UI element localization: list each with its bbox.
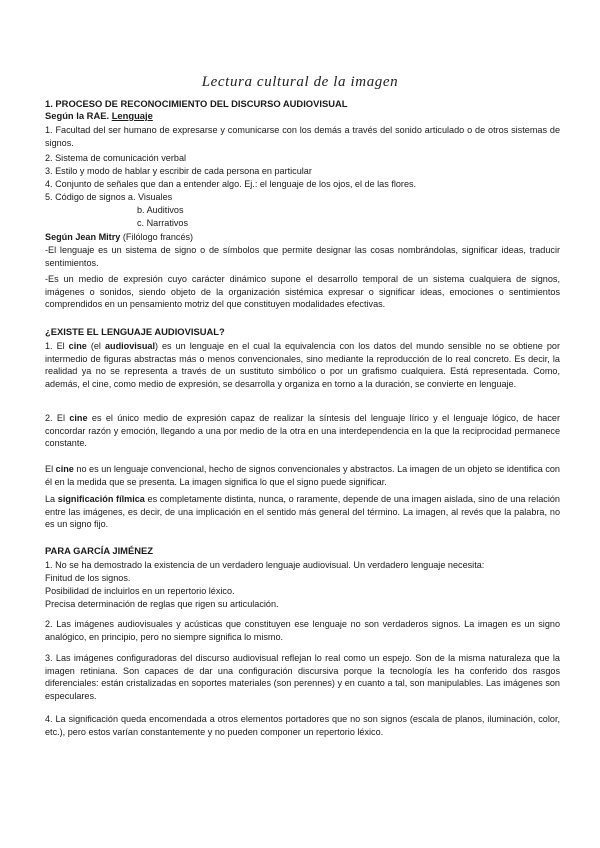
garcia-line-4: Precisa determinación de reglas que rigen su articulación. [45,599,279,609]
p4-text-a: La [45,494,58,504]
section-heading-garcia: PARA GARCÍA JIMÉNEZ [45,545,153,556]
mitry-note: (Filólogo francés) [122,232,194,242]
p1-text-c: ) es un lenguaje en el cual la equivalencia con los datos del mundo sensible no se obtiene por intermedio de figuras abstractas más o menos convencionales, sino mediante la reproducción de lo real concreto. Es decir, la realidad ya no se representa a través de un sustituto simbólico o por un grafismo cualquiera. Está representada. Como, además, el cine, como medio de expresión, se desarrolla y organiza en torno a la duración, se convierte en lenguaje. [45,341,560,389]
garcia-paragraph-3: 3. Las imágenes configuradoras del discurso audiovisual reflejan lo real como un espejo. Son de la misma naturaleza que la imagen retiniana. Son capaces de dar una configuración discursiva porque la tecnología les ha conferido dos rasgos diferenciales: están cristalizadas en soportes materiales (son perennes) y en cuanto a tal, son manipulables. Las imágenes son especulares. [45,653,560,701]
p1-term-cine: cine [68,341,87,351]
garcia-paragraph-2: 2. Las imágenes audiovisuales y acústicas que constituyen ese lenguaje no son verdaderos signos. La imagen es un signo analógico, en principio, pero no siempre significa lo mismo. [45,619,560,642]
p2-text-a: 2. El [45,413,70,423]
mitry-paragraph-2: -Es un medio de expresión cuyo carácter dinámico supone el desarrollo temporal de un sistema cualquiera de signos, imágenes o sonidos, siendo objeto de la organización sistémica expresar o significar ideas, emociones o sentimientos comprendidos en un pensamiento motriz del que constituyen modalidades efectivas. [45,274,560,310]
rae-item-5: 5. Código de signos a. Visuales [45,192,173,202]
existe-paragraph-3 [45,463,560,488]
rae-term: Lenguaje [111,110,153,121]
p1-term-audiovisual: audiovisual [104,341,155,351]
p3-term-cine: cine [55,464,74,474]
p2-term-cine: cine [69,413,88,423]
rae-item-4: 4. Conjunto de señales que dan a entender algo. Ej.: el lenguaje de los ojos, el de las flores. [45,179,417,189]
p2-text-b: es el único medio de expresión capaz de realizar la síntesis del lenguaje lírico y el lenguaje lógico, de hacer concordar razón y emoción, llegando a una por medio de la otra en una interdependencia en la que la reciprocidad permanece constante. [45,413,560,449]
rae-item-2: 2. Sistema de comunicación verbal [45,153,187,163]
mitry-heading [45,231,560,244]
section-heading-existe: ¿EXISTE EL LENGUAJE AUDIOVISUAL? [45,326,225,337]
rae-heading [45,110,560,123]
existe-paragraph-4 [45,493,560,531]
rae-label: Según la RAE. [45,110,110,121]
garcia-line-2: Finitud de los signos. [45,573,131,583]
p3-text-b: no es un lenguaje convencional, hecho de signos convencionales y abstractos. La imagen de un objeto se identifica con él en la medida que se presenta. La imagen significa lo que el signo puede significar. [45,464,560,487]
garcia-line-3: Posibilidad de incluirlos en un repertorio léxico. [45,586,235,596]
rae-item-1: 1. Facultad del ser humano de expresarse y comunicarse con los demás a través del sonido articulado o de otros sistemas de signos. [45,125,560,148]
section-heading-proceso: 1. PROCESO DE RECONOCIMIENTO DEL DISCURSO AUDIOVISUAL [45,98,348,109]
p3-text-a: El [45,464,56,474]
rae-subitem-b: b. Auditivos [137,205,184,215]
existe-paragraph-2 [45,412,560,450]
page-title: Lectura cultural de la imagen [201,74,399,90]
p4-text-b: es completamente distinta, nunca, o raramente, depende de una imagen aislada, sino de una relación entre las imágenes, es decir, de una implicación en el sentido más general del término. La imagen, al revés que la palabra, no es un signo fijo. [45,494,560,530]
existe-paragraph-1 [45,340,560,390]
rae-subitem-c: c. Narrativos [137,218,189,228]
p4-term-significacion: significación fílmica [57,494,145,504]
garcia-paragraph-4: 4. La significación queda encomendada a otros elementos portadores que no son signos (escala de planos, iluminación, color, etc.), pero estos varían constantemente y no pueden componer un repertorio léxico. [45,714,560,737]
garcia-line-1: 1. No se ha demostrado la existencia de un verdadero lenguaje audiovisual. Un verdadero lenguaje necesita: [45,560,485,570]
mitry-paragraph-1: -El lenguaje es un sistema de signo o de símbolos que permite designar las cosas nombrándolas, significar ideas, traducir sentimientos. [45,245,560,268]
p1-text-b: (el [86,341,105,351]
mitry-label: Según Jean Mitry [45,232,121,242]
rae-item-3: 3. Estilo y modo de hablar y escribir de cada persona en particular [45,166,312,176]
p1-text-a: 1. El [45,341,69,351]
